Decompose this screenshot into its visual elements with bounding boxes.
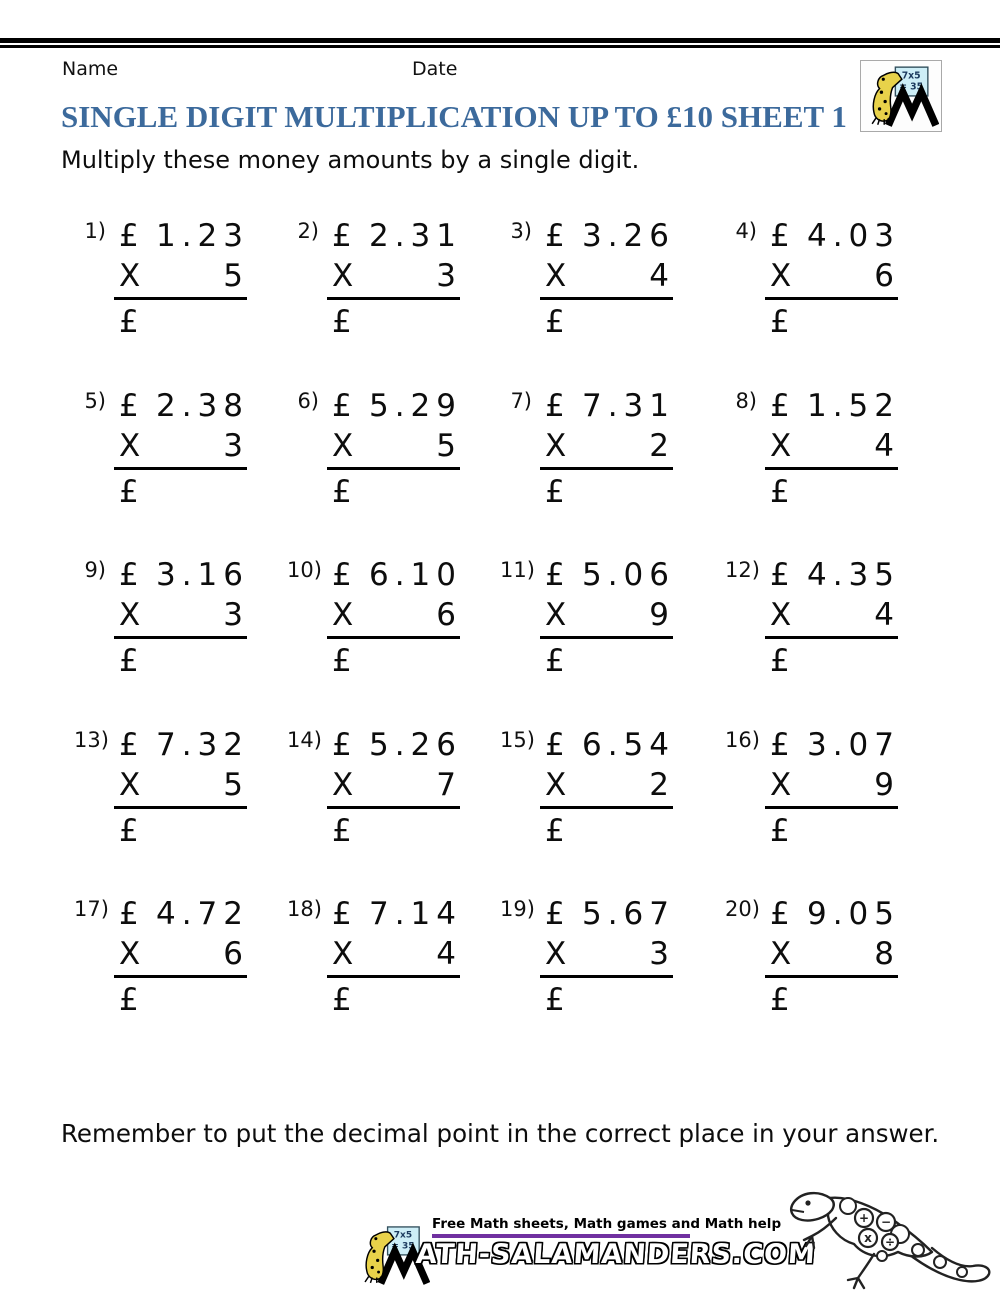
answer-pound-sign: £	[119, 643, 139, 679]
answer-pound-sign: £	[119, 812, 139, 849]
amount-line	[545, 386, 675, 426]
answer-line	[770, 472, 894, 512]
multiplier-value: 8	[874, 936, 900, 972]
amount-value: 2.31	[368, 218, 462, 254]
problem-number: 18)	[287, 897, 322, 921]
problem-body	[545, 386, 675, 512]
problem	[74, 725, 287, 895]
problem	[725, 386, 934, 556]
problem-body	[770, 216, 900, 342]
answer-pound-sign: £	[770, 982, 790, 1018]
amount-line	[332, 216, 462, 256]
amount-line	[332, 894, 462, 934]
answer-line	[332, 811, 456, 851]
answer-pound-sign: £	[119, 982, 139, 1018]
pound-sign: £	[545, 218, 565, 254]
multiplier-line	[770, 595, 900, 635]
multiply-x: X	[332, 766, 354, 803]
answer-rule	[540, 467, 673, 470]
pound-sign: £	[332, 218, 352, 254]
multiplier-value: 5	[223, 258, 249, 294]
amount-value: 5.26	[368, 726, 462, 763]
pound-sign: £	[545, 726, 565, 763]
answer-pound-sign: £	[545, 304, 565, 340]
amount-line	[770, 216, 900, 256]
answer-line	[545, 472, 669, 512]
problem-body	[119, 386, 249, 512]
problem-body	[119, 894, 249, 1020]
answer-rule	[327, 467, 460, 470]
answer-line	[545, 811, 669, 851]
answer-pound-sign: £	[770, 812, 790, 849]
amount-line	[545, 216, 675, 256]
problem-body	[332, 894, 462, 1020]
amount-value: 9.05	[806, 896, 900, 932]
amount-line	[332, 725, 462, 765]
pound-sign: £	[770, 218, 790, 254]
pound-sign: £	[545, 387, 565, 424]
problem-number: 3)	[510, 219, 532, 243]
footer-accent-rule	[432, 1234, 690, 1238]
problem	[287, 386, 500, 556]
pound-sign: £	[332, 896, 352, 932]
multiply-x: X	[770, 427, 792, 464]
problem-body	[332, 386, 462, 512]
problem-number: 2)	[297, 219, 319, 243]
answer-line	[332, 641, 456, 681]
multiplier-line	[545, 765, 675, 805]
answer-line	[119, 472, 243, 512]
multiply-x: X	[119, 766, 141, 803]
problem	[74, 216, 287, 386]
multiply-x: X	[332, 936, 354, 972]
problem-body	[770, 386, 900, 512]
multiplier-line	[770, 426, 900, 466]
problem	[287, 894, 500, 1064]
answer-pound-sign: £	[332, 643, 352, 679]
amount-value: 7.32	[155, 726, 249, 763]
amount-value: 3.26	[581, 218, 675, 254]
multiply-x: X	[545, 427, 567, 464]
problem	[287, 725, 500, 895]
site-logo-icon	[861, 61, 939, 129]
pound-sign: £	[770, 557, 790, 593]
amount-line	[332, 555, 462, 595]
answer-rule	[114, 806, 247, 809]
problem-number: 10)	[287, 558, 322, 582]
pound-sign: £	[119, 896, 139, 932]
amount-value: 2.38	[155, 387, 249, 424]
answer-rule	[765, 297, 898, 300]
multiplier-line	[770, 934, 900, 974]
pound-sign: £	[119, 557, 139, 593]
amount-value: 1.23	[155, 218, 249, 254]
problem-body	[332, 725, 462, 851]
date-label: Date	[412, 58, 458, 80]
pound-sign: £	[332, 387, 352, 424]
lizard-divide-icon: ÷	[884, 1235, 896, 1249]
page-title: SINGLE DIGIT MULTIPLICATION UP TO £10 SHEET 1	[61, 99, 847, 134]
multiply-x: X	[545, 258, 567, 294]
problem-number: 15)	[500, 727, 535, 752]
multiplier-value: 3	[223, 427, 249, 464]
problem-number: 17)	[74, 897, 109, 921]
problem-number: 14)	[287, 727, 322, 752]
problem	[500, 216, 725, 386]
pound-sign: £	[770, 387, 790, 424]
answer-rule	[114, 975, 247, 978]
site-logo	[860, 60, 942, 132]
problem-number: 13)	[74, 727, 109, 752]
multiplier-value: 5	[436, 427, 462, 464]
problem-number: 5)	[84, 388, 106, 413]
amount-line	[119, 725, 249, 765]
multiplier-line	[119, 595, 249, 635]
answer-line	[119, 811, 243, 851]
answer-line	[545, 641, 669, 681]
amount-value: 4.72	[155, 896, 249, 932]
problem	[725, 725, 934, 895]
answer-pound-sign: £	[545, 812, 565, 849]
multiplier-value: 4	[874, 427, 900, 464]
multiplier-line	[545, 934, 675, 974]
amount-value: 4.03	[806, 218, 900, 254]
multiplier-line	[545, 426, 675, 466]
multiplier-value: 9	[649, 597, 675, 633]
answer-rule	[114, 467, 247, 470]
multiply-x: X	[545, 936, 567, 972]
multiplier-line	[545, 256, 675, 296]
multiply-x: X	[119, 936, 141, 972]
answer-line	[119, 302, 243, 342]
answer-rule	[765, 806, 898, 809]
answer-pound-sign: £	[545, 643, 565, 679]
answer-rule	[765, 636, 898, 639]
multiply-x: X	[332, 258, 354, 294]
problem	[725, 216, 934, 386]
amount-line	[119, 386, 249, 426]
multiplier-value: 3	[649, 936, 675, 972]
salamander-illustration	[778, 1160, 1000, 1292]
answer-rule	[114, 636, 247, 639]
problem	[500, 555, 725, 725]
amount-value: 6.10	[368, 557, 462, 593]
answer-rule	[114, 297, 247, 300]
amount-value: 3.07	[806, 726, 900, 763]
answer-pound-sign: £	[119, 473, 139, 510]
problem-body	[332, 555, 462, 681]
multiplier-line	[119, 426, 249, 466]
multiplier-line	[770, 765, 900, 805]
problem-body	[545, 725, 675, 851]
multiplier-line	[770, 256, 900, 296]
problem-number: 19)	[500, 897, 535, 921]
amount-value: 5.67	[581, 896, 675, 932]
amount-line	[119, 555, 249, 595]
answer-rule	[765, 975, 898, 978]
multiply-x: X	[119, 427, 141, 464]
answer-pound-sign: £	[332, 304, 352, 340]
page-subtitle: Multiply these money amounts by a single digit.	[61, 146, 640, 174]
amount-value: 1.52	[806, 387, 900, 424]
answer-line	[332, 302, 456, 342]
multiplier-line	[332, 765, 462, 805]
problem-number: 9)	[84, 558, 106, 582]
problem	[500, 894, 725, 1064]
footer-site-name: ATH-SALAMANDERS.COM	[414, 1239, 817, 1270]
amount-line	[545, 725, 675, 765]
multiplier-value: 6	[874, 258, 900, 294]
amount-line	[770, 386, 900, 426]
footer-logo	[356, 1210, 817, 1294]
problem-number: 12)	[725, 558, 760, 582]
multiplier-value: 4	[649, 258, 675, 294]
problem	[725, 555, 934, 725]
amount-line	[770, 894, 900, 934]
pound-sign: £	[770, 726, 790, 763]
multiplier-value: 4	[436, 936, 462, 972]
answer-line	[332, 980, 456, 1020]
amount-value: 3.16	[155, 557, 249, 593]
multiply-x: X	[770, 258, 792, 294]
answer-line	[332, 472, 456, 512]
answer-line	[119, 980, 243, 1020]
answer-line	[770, 302, 894, 342]
answer-line	[770, 980, 894, 1020]
answer-pound-sign: £	[770, 304, 790, 340]
multiply-x: X	[545, 766, 567, 803]
answer-line	[119, 641, 243, 681]
multiplier-value: 4	[874, 597, 900, 633]
multiply-x: X	[332, 597, 354, 633]
pound-sign: £	[119, 387, 139, 424]
answer-pound-sign: £	[545, 473, 565, 510]
footer-text	[416, 1210, 816, 1270]
answer-pound-sign: £	[332, 982, 352, 1018]
answer-rule	[327, 806, 460, 809]
multiplier-line	[332, 426, 462, 466]
multiplier-line	[332, 256, 462, 296]
problem	[725, 894, 934, 1064]
problem	[74, 386, 287, 556]
multiply-x: X	[119, 258, 141, 294]
answer-rule	[327, 636, 460, 639]
answer-rule	[540, 975, 673, 978]
answer-pound-sign: £	[770, 473, 790, 510]
problem-body	[119, 725, 249, 851]
multiplier-value: 6	[436, 597, 462, 633]
pound-sign: £	[545, 557, 565, 593]
problem-body	[119, 555, 249, 681]
lizard-minus-icon: −	[880, 1215, 892, 1229]
problem-body	[332, 216, 462, 342]
problem-body	[545, 555, 675, 681]
amount-line	[770, 555, 900, 595]
problem-number: 20)	[725, 897, 760, 921]
multiplier-line	[545, 595, 675, 635]
answer-pound-sign: £	[119, 304, 139, 340]
answer-line	[545, 302, 669, 342]
multiplier-value: 2	[649, 766, 675, 803]
problem-body	[770, 894, 900, 1020]
problem	[500, 725, 725, 895]
multiplier-line	[119, 934, 249, 974]
multiplier-line	[119, 256, 249, 296]
problem	[74, 894, 287, 1064]
answer-rule	[327, 975, 460, 978]
amount-line	[119, 894, 249, 934]
answer-rule	[540, 636, 673, 639]
multiplier-line	[332, 595, 462, 635]
problem-number: 4)	[735, 219, 757, 243]
amount-line	[332, 386, 462, 426]
pound-sign: £	[332, 557, 352, 593]
reminder-text: Remember to put the decimal point in the correct place in your answer.	[61, 1119, 940, 1148]
pound-sign: £	[770, 896, 790, 932]
problem-number: 1)	[84, 219, 106, 243]
multiply-x: X	[332, 427, 354, 464]
problem-number: 16)	[725, 727, 760, 752]
multiplier-value: 3	[436, 258, 462, 294]
answer-pound-sign: £	[332, 473, 352, 510]
multiplier-value: 2	[649, 427, 675, 464]
answer-pound-sign: £	[770, 643, 790, 679]
amount-value: 7.31	[581, 387, 675, 424]
answer-rule	[540, 806, 673, 809]
multiplier-value: 6	[223, 936, 249, 972]
pound-sign: £	[119, 218, 139, 254]
multiplier-value: 7	[436, 766, 462, 803]
amount-value: 4.35	[806, 557, 900, 593]
multiplier-value: 9	[874, 766, 900, 803]
amount-line	[545, 894, 675, 934]
pound-sign: £	[119, 726, 139, 763]
problems-grid	[74, 216, 934, 1064]
answer-pound-sign: £	[545, 982, 565, 1018]
multiply-x: X	[770, 597, 792, 633]
name-label: Name	[62, 58, 119, 80]
problem-number: 8)	[735, 388, 757, 413]
problem-body	[770, 725, 900, 851]
answer-line	[545, 980, 669, 1020]
multiply-x: X	[770, 936, 792, 972]
multiply-x: X	[770, 766, 792, 803]
answer-pound-sign: £	[332, 812, 352, 849]
pound-sign: £	[545, 896, 565, 932]
answer-line	[770, 641, 894, 681]
lizard-plus-icon: +	[858, 1211, 870, 1225]
problem-body	[770, 555, 900, 681]
problem-number: 11)	[500, 558, 535, 582]
answer-rule	[540, 297, 673, 300]
footer-tagline: Free Math sheets, Math games and Math help	[432, 1216, 782, 1232]
multiplier-line	[332, 934, 462, 974]
multiplier-line	[119, 765, 249, 805]
amount-value: 5.29	[368, 387, 462, 424]
problem	[287, 216, 500, 386]
lizard-times-icon: x	[864, 1231, 872, 1245]
multiply-x: X	[545, 597, 567, 633]
problem	[74, 555, 287, 725]
problem	[287, 555, 500, 725]
multiplier-value: 5	[223, 766, 249, 803]
problem-number: 7)	[510, 388, 532, 413]
answer-rule	[765, 467, 898, 470]
top-divider	[0, 38, 1000, 48]
multiply-x: X	[119, 597, 141, 633]
amount-value: 7.14	[368, 896, 462, 932]
amount-value: 5.06	[581, 557, 675, 593]
answer-line	[770, 811, 894, 851]
amount-value: 6.54	[581, 726, 675, 763]
problem	[500, 386, 725, 556]
amount-line	[545, 555, 675, 595]
problem-body	[119, 216, 249, 342]
problem-body	[545, 894, 675, 1020]
problem-number: 6)	[297, 388, 319, 413]
amount-line	[770, 725, 900, 765]
multiplier-value: 3	[223, 597, 249, 633]
problem-body	[545, 216, 675, 342]
answer-rule	[327, 297, 460, 300]
pound-sign: £	[332, 726, 352, 763]
amount-line	[119, 216, 249, 256]
